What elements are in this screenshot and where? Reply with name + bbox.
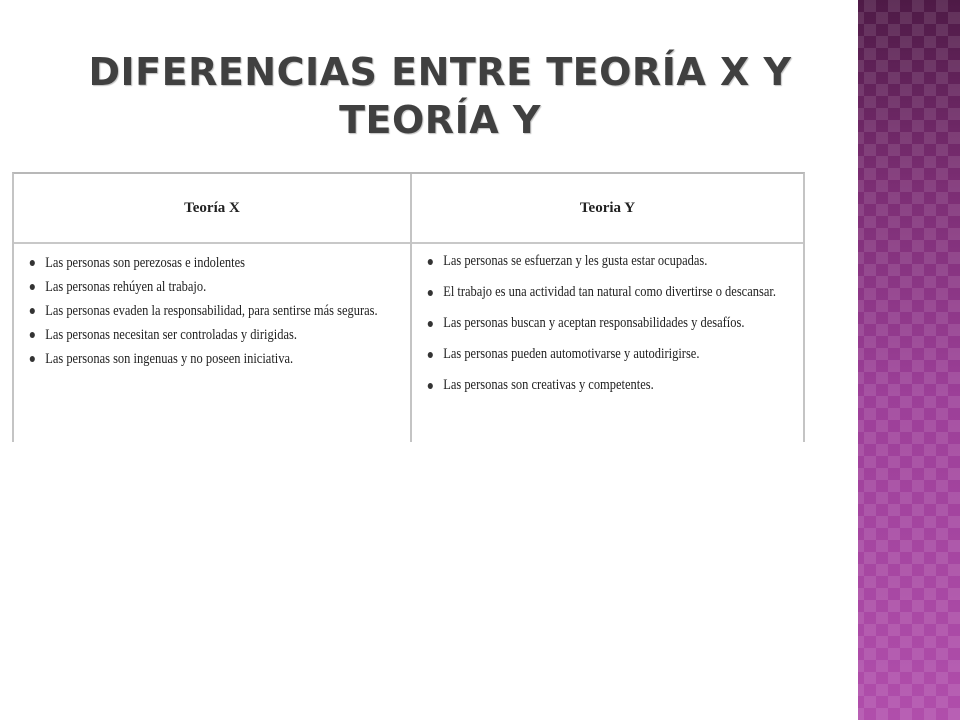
list-item-text: Las personas son creativas y competentes.	[443, 377, 654, 393]
bullet-icon	[428, 383, 433, 389]
bullet-icon	[30, 284, 35, 290]
list-item-text: Las personas rehúyen al trabajo.	[45, 279, 207, 295]
list-item	[426, 339, 753, 370]
list-item-text: Las personas son ingenuas y no poseen iniciativa.	[45, 351, 294, 367]
theory-x-list	[28, 250, 408, 372]
list-item	[28, 274, 355, 300]
bullet-icon	[428, 321, 433, 327]
list-item-text: Las personas se esfuerzan y les gusta estar ocupadas.	[443, 253, 708, 269]
list-item	[28, 346, 355, 372]
bullet-icon	[428, 290, 433, 296]
table-header-row	[14, 174, 803, 244]
list-item	[426, 277, 776, 308]
bullet-icon	[428, 352, 433, 358]
theory-y-cell	[426, 253, 805, 401]
list-item	[28, 322, 355, 348]
theory-y-list	[426, 246, 805, 401]
side-band-edge	[852, 0, 858, 720]
bullet-icon	[30, 356, 35, 362]
decorative-side-band	[852, 0, 960, 720]
bullet-icon	[30, 332, 35, 338]
list-item	[28, 298, 378, 324]
list-item-text: Las personas evaden la responsabilidad, para sentirse más seguras.	[45, 303, 378, 319]
bullet-icon	[30, 308, 35, 314]
column-divider	[410, 174, 412, 442]
slide-title: DIFERENCIAS ENTRE TEORÍA X Y TEORÍA Y	[88, 50, 792, 142]
list-item-text: Las personas necesitan ser controladas y dirigidas.	[45, 327, 297, 343]
theory-x-cell	[28, 256, 408, 372]
list-item	[426, 370, 753, 401]
list-item	[426, 246, 753, 277]
list-item-text: Las personas son perezosas e indolentes	[45, 255, 246, 271]
header-theory-y: Teoria Y	[579, 199, 636, 216]
list-item	[426, 308, 753, 339]
bullet-icon	[30, 260, 35, 266]
list-item-text: Las personas buscan y aceptan responsabilidades y desafíos.	[443, 315, 745, 331]
list-item-text: Las personas pueden automotivarse y autodirigirse.	[443, 346, 700, 362]
list-item	[28, 250, 355, 276]
comparison-table	[12, 172, 805, 442]
bullet-icon	[428, 259, 433, 265]
list-item-text: El trabajo es una actividad tan natural como divertirse o descansar.	[443, 284, 776, 300]
header-theory-x: Teoría X	[184, 199, 240, 216]
